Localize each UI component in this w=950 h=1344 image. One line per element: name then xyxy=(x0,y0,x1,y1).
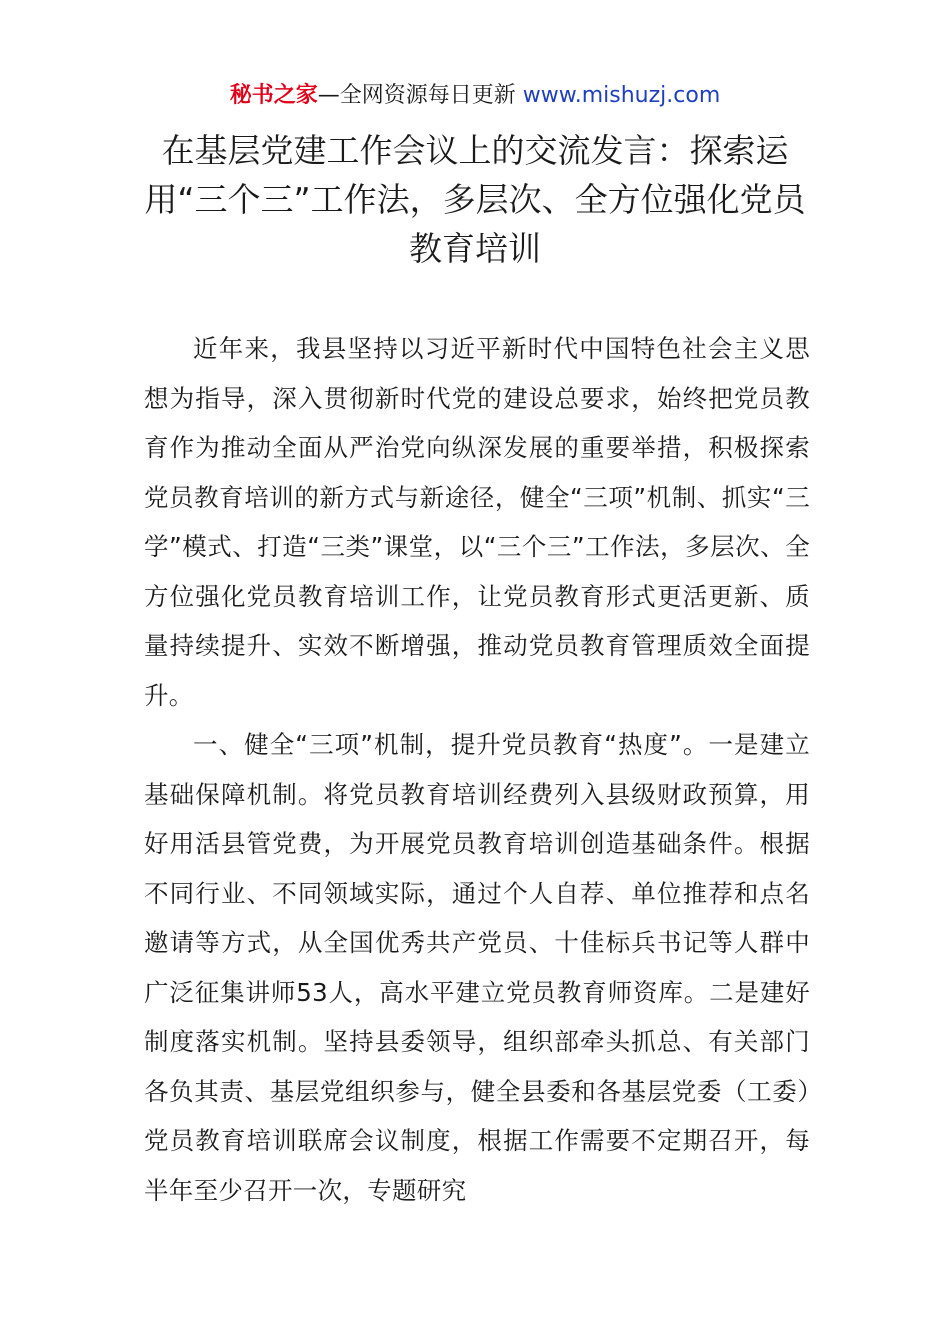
site-tagline: —全网资源每日更新 xyxy=(317,83,523,108)
site-url-link[interactable]: www.mishuzj.com xyxy=(522,83,721,108)
site-brand: 秘书之家 xyxy=(229,83,318,108)
paragraph-section-one: 一、健全“三项”机制，提升党员教育“热度”。一是建立基础保障机制。将党员教育培训经费列入县级财政预算，用好用活县管党费，为开展党员教育培训创造基础条件。根据不同行业、不同领域实际，通过个人自荐、单位推荐和点名邀请等方式，从全国优秀共产党员、十佳标兵书记等人群中广泛征集讲师53人，高水平建立党员教育师资库。二是建好制度落实机制。坚持县委领导，组织部牵头抓总、有关部门各负其责、基层党组织参与，健全县委和各基层党委（工委）党员教育培训联席会议制度，根据工作需要不定期召开，每半年至少召开一次，专题研究 xyxy=(144,730,810,1205)
document-title: 在基层党建工作会议上的交流发言：探索运用“三个三”工作法，多层次、全方位强化党员教育培训 xyxy=(144,131,806,268)
site-header xyxy=(0,80,950,112)
document-body xyxy=(144,324,810,1215)
paragraph-intro: 近年来，我县坚持以习近平新时代中国特色社会主义思想为指导，深入贯彻新时代党的建设总要求，始终把党员教育作为推动全面从严治党向纵深发展的重要举措，积极探索党员教育培训的新方式与新途径，健全“三项”机制、抓实“三学”模式、打造“三类”课堂，以“三个三”工作法，多层次、全方位强化党员教育培训工作，让党员教育形式更活更新、质量持续提升、实效不断增强，推动党员教育管理质效全面提升。 xyxy=(144,334,810,710)
